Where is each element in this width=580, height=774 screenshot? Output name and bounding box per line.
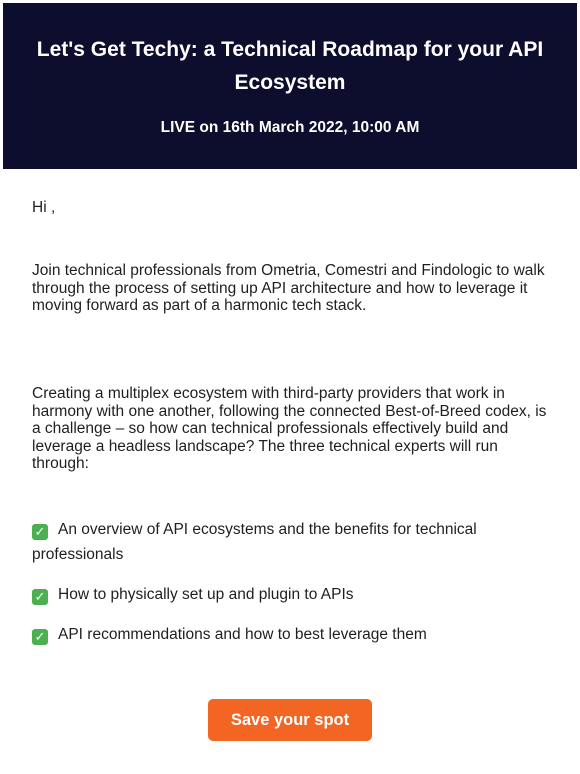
list-item-text: How to physically set up and plugin to APIs xyxy=(58,586,354,603)
check-mark-icon: ✓ xyxy=(32,524,48,540)
list-item xyxy=(32,582,542,607)
list-item xyxy=(32,622,542,647)
list-item-text: API recommendations and how to best leverage them xyxy=(58,626,427,643)
check-mark-icon: ✓ xyxy=(32,589,48,605)
save-your-spot-button[interactable]: Save your spot xyxy=(208,699,372,741)
intro-paragraph: Join technical professionals from Ometria, Comestri and Findologic to walk through the process of setting up API architecture and how to leverage it moving forward as part of a harmonic tech stack. xyxy=(32,262,545,314)
event-date: LIVE on 16th March 2022, 10:00 AM xyxy=(160,119,420,136)
page-title: Let's Get Techy: a Technical Roadmap for your API Ecosystem xyxy=(36,38,544,94)
list-item-text: An overview of API ecosystems and the benefits for technical professionals xyxy=(32,521,477,563)
header-banner xyxy=(3,3,577,169)
description-paragraph: Creating a multiplex ecosystem with third-party providers that work in harmony with one another, following the connected Best-of-Breed codex, is a challenge – so how can technical professionals effectively build and leverage a headless landscape? The three technical experts will run through: xyxy=(32,385,547,472)
greeting: Hi , xyxy=(32,199,56,216)
check-mark-icon: ✓ xyxy=(32,629,48,645)
list-item xyxy=(32,517,542,567)
